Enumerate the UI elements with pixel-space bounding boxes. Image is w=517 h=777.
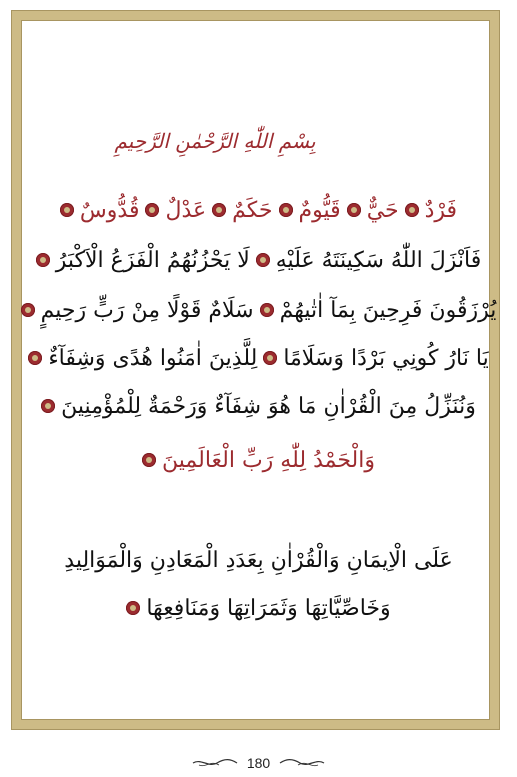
page-footer xyxy=(0,753,517,773)
verse-text: سَلَامٌ قَوْلًا مِنْ رَبٍّ رَحِيمٍ xyxy=(40,297,254,323)
name-adl: عَدْلٌ xyxy=(165,197,207,223)
ornament-dot-icon xyxy=(263,351,277,365)
verse-text: فَاَنْزَلَ اللّٰهُ سَكِينَتَهُ عَلَيْهِ xyxy=(275,247,482,273)
ornament-dot-icon xyxy=(260,303,274,317)
verse-text: لِلَّذِينَ اٰمَنُوا هُدًى وَشِفَآءٌ xyxy=(48,345,258,371)
closing-text: عَلَى الْاِيمَانِ وَالْقُرْاٰنِ بِعَدَدِ الْمَعَادِنِ وَالْمَوَالِيدِ xyxy=(64,547,453,573)
names-line xyxy=(20,190,497,230)
closing-line-1 xyxy=(20,540,497,580)
ornament-dot-icon xyxy=(347,203,361,217)
verse-text: يَا نَارُ كُونِي بَرْدًا وَسَلَامًا xyxy=(283,345,489,371)
basmala-calligraphy xyxy=(110,118,320,164)
verse-line-4 xyxy=(20,386,497,426)
ornament-dot-icon xyxy=(36,253,50,267)
name-qayyum: قَيُّومٌ xyxy=(298,197,341,223)
verse-text: لَا يَحْزُنُهُمُ الْفَزَعُ الْاَكْبَرُ xyxy=(55,247,250,273)
hamd-line xyxy=(20,440,497,480)
verse-line-3 xyxy=(20,338,497,378)
ornament-dot-icon xyxy=(145,203,159,217)
verse-line-1 xyxy=(20,240,497,280)
closing-line-2 xyxy=(20,588,497,628)
closing-text: وَخَاصِّيَّاتِهَا وَثَمَرَاتِهَا وَمَنَافِعِهَا xyxy=(146,595,391,621)
verse-text: وَنُنَزِّلُ مِنَ الْقُرْاٰنِ مَا هُوَ شِفَآءٌ وَرَحْمَةٌ لِلْمُؤْمِنِينَ xyxy=(61,393,476,419)
hamd-text: وَالْحَمْدُ لِلّٰهِ رَبِّ الْعَالَمِينَ xyxy=(162,447,375,473)
ornament-dot-icon xyxy=(256,253,270,267)
flourish-right-icon xyxy=(278,757,326,769)
name-hakam: حَكَمٌ xyxy=(232,197,273,223)
ornament-dot-icon xyxy=(60,203,74,217)
ornament-dot-icon xyxy=(28,351,42,365)
page-number: 180 xyxy=(246,755,271,771)
ornament-dot-icon xyxy=(405,203,419,217)
ornament-dot-icon xyxy=(21,303,35,317)
flourish-left-icon xyxy=(191,757,239,769)
verse-text: يُرْزَقُونَ فَرِحِينَ بِمَآ اٰتٰيهُمْ xyxy=(279,297,497,323)
name-quddus: قُدُّوسٌ xyxy=(79,197,140,223)
ornament-dot-icon xyxy=(41,399,55,413)
basmala-text: بِسْمِ اللّٰهِ الرَّحْمٰنِ الرَّحِيمِ xyxy=(114,129,316,153)
name-fard: فَرْدٌ xyxy=(424,197,458,223)
ornament-dot-icon xyxy=(126,601,140,615)
ornament-dot-icon xyxy=(279,203,293,217)
verse-line-2 xyxy=(20,290,497,330)
ornament-dot-icon xyxy=(212,203,226,217)
name-hayy: حَيٌّ xyxy=(366,197,399,223)
ornament-dot-icon xyxy=(142,453,156,467)
